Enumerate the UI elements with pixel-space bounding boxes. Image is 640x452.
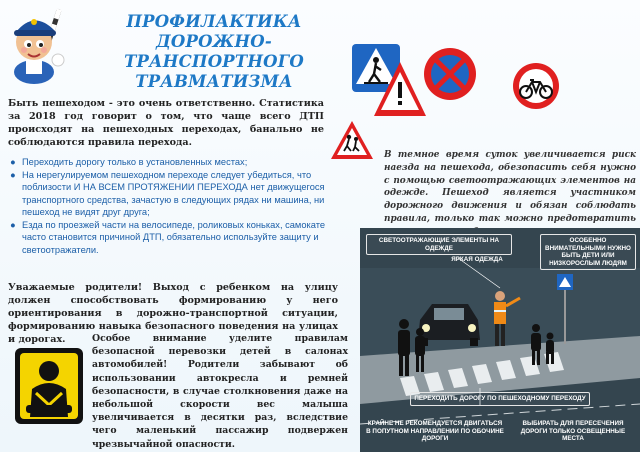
list-item: [8, 219, 338, 257]
rule-text: Езда по проезжей части на велосипеде, роликовых коньках, самокате часто становится причиной ДТП, обязательно используйте защиту и светоотражатели.: [22, 219, 326, 255]
bullet-icon: ●: [10, 219, 16, 230]
title-line-3: ТРАВМАТИЗМА: [135, 72, 293, 91]
intro-paragraph: Быть пешеходом - это очень ответственно. Статистика за 2018 год говорит о том, что чаще всего ДТП происходят на пешеходных переходах, банально не соблюдаются правила перехода.: [8, 98, 324, 148]
title-line-2: ДОРОЖНО-ТРАНСПОРТНОГО: [124, 32, 304, 71]
no-stopping-sign-icon: [424, 48, 476, 100]
pedestrian-safety-infographic: [360, 228, 640, 452]
page-title: [84, 12, 344, 92]
rule-text: На нерегулируемом пешеходном переходе следует убедиться, что поблизости И НА ВСЕМ ПРОТЯЖЕНИИ ПЕРЕХОДА нет движущегося транспортного средства, зачастую в следующих рядах ни машина, ни пешеход не видят друг друга;: [22, 169, 325, 217]
bicycle-sign-icon: [512, 62, 560, 110]
bullet-icon: ●: [10, 169, 16, 180]
child-in-car-sign-icon: [14, 347, 84, 425]
label-use-crosswalk: ПЕРЕХОДИТЬ ДОРОГУ ПО ПЕШЕХОДНОМУ ПЕРЕХОДУ: [410, 392, 590, 406]
label-reflective-elements: СВЕТООТРАЖАЮЩИЕ ЭЛЕМЕНТЫ НА ОДЕЖДЕ: [366, 234, 512, 255]
list-item: [8, 156, 338, 169]
bullet-icon: ●: [10, 157, 16, 167]
list-item: [8, 169, 338, 219]
road-signs-group: [350, 40, 505, 118]
label-bright-clothing: ЯРКАЯ ОДЕЖДА: [451, 256, 503, 263]
parents-paragraph: Уважаемые родители! Выход с ребенком на улицу должен способствовать формированию у него ориентирования в дорожно-транспортной ситуации, формированию навыка безопасного поведения на улицах и дорогах.: [8, 282, 338, 345]
car-icon: [418, 304, 480, 346]
rule-text: Переходить дорогу только в установленных местах;: [22, 157, 248, 167]
label-lit-places: ВЫБИРАТЬ ДЛЯ ПЕРЕСЕЧЕНИЯ ДОРОГИ ТОЛЬКО ОСВЕЩЕННЫЕ МЕСТА: [520, 420, 626, 443]
rules-list: [8, 156, 338, 256]
night-safety-text: В темное время суток увеличивается риск наезда на пешехода, обезопасить себя нужно с помощью светоотражающих элементов на одежде. Пешеход является участником дорожного движения и обязан соблюдать правила, только так можно предотвратить: [384, 150, 636, 224]
title-line-1: ПРОФИЛАКТИКА: [126, 12, 302, 31]
car-seat-paragraph: Особое внимание уделите правилам безопасной перевозки детей в салонах автомобилей! Родители забывают об использовании автокресла и ремней безопасности, в случае столкновения даже на небольшой скорости вес малыша увеличивается в десятки раз, вследствие чего маленький пассажир подвержен чрезвычайной опасности.: [92, 333, 348, 450]
children-warning-sign-icon: [330, 120, 374, 160]
label-attentive-children: ОСОБЕННО ВНИМАТЕЛЬНЫМИ НУЖНО БЫТЬ ДЕТИ ИЛИ НИЗКОРОСЛЫМ ЛЮДЯМ: [540, 234, 636, 270]
label-road-shoulder: КРАЙНЕ НЕ РЕКОМЕНДУЕТСЯ ДВИГАТЬСЯ В ПОПУТНОМ НАПРАВЛЕНИИ ПО ОБОЧИНЕ ДОРОГИ: [366, 420, 504, 443]
traffic-officer-mascot-icon: [4, 2, 84, 86]
